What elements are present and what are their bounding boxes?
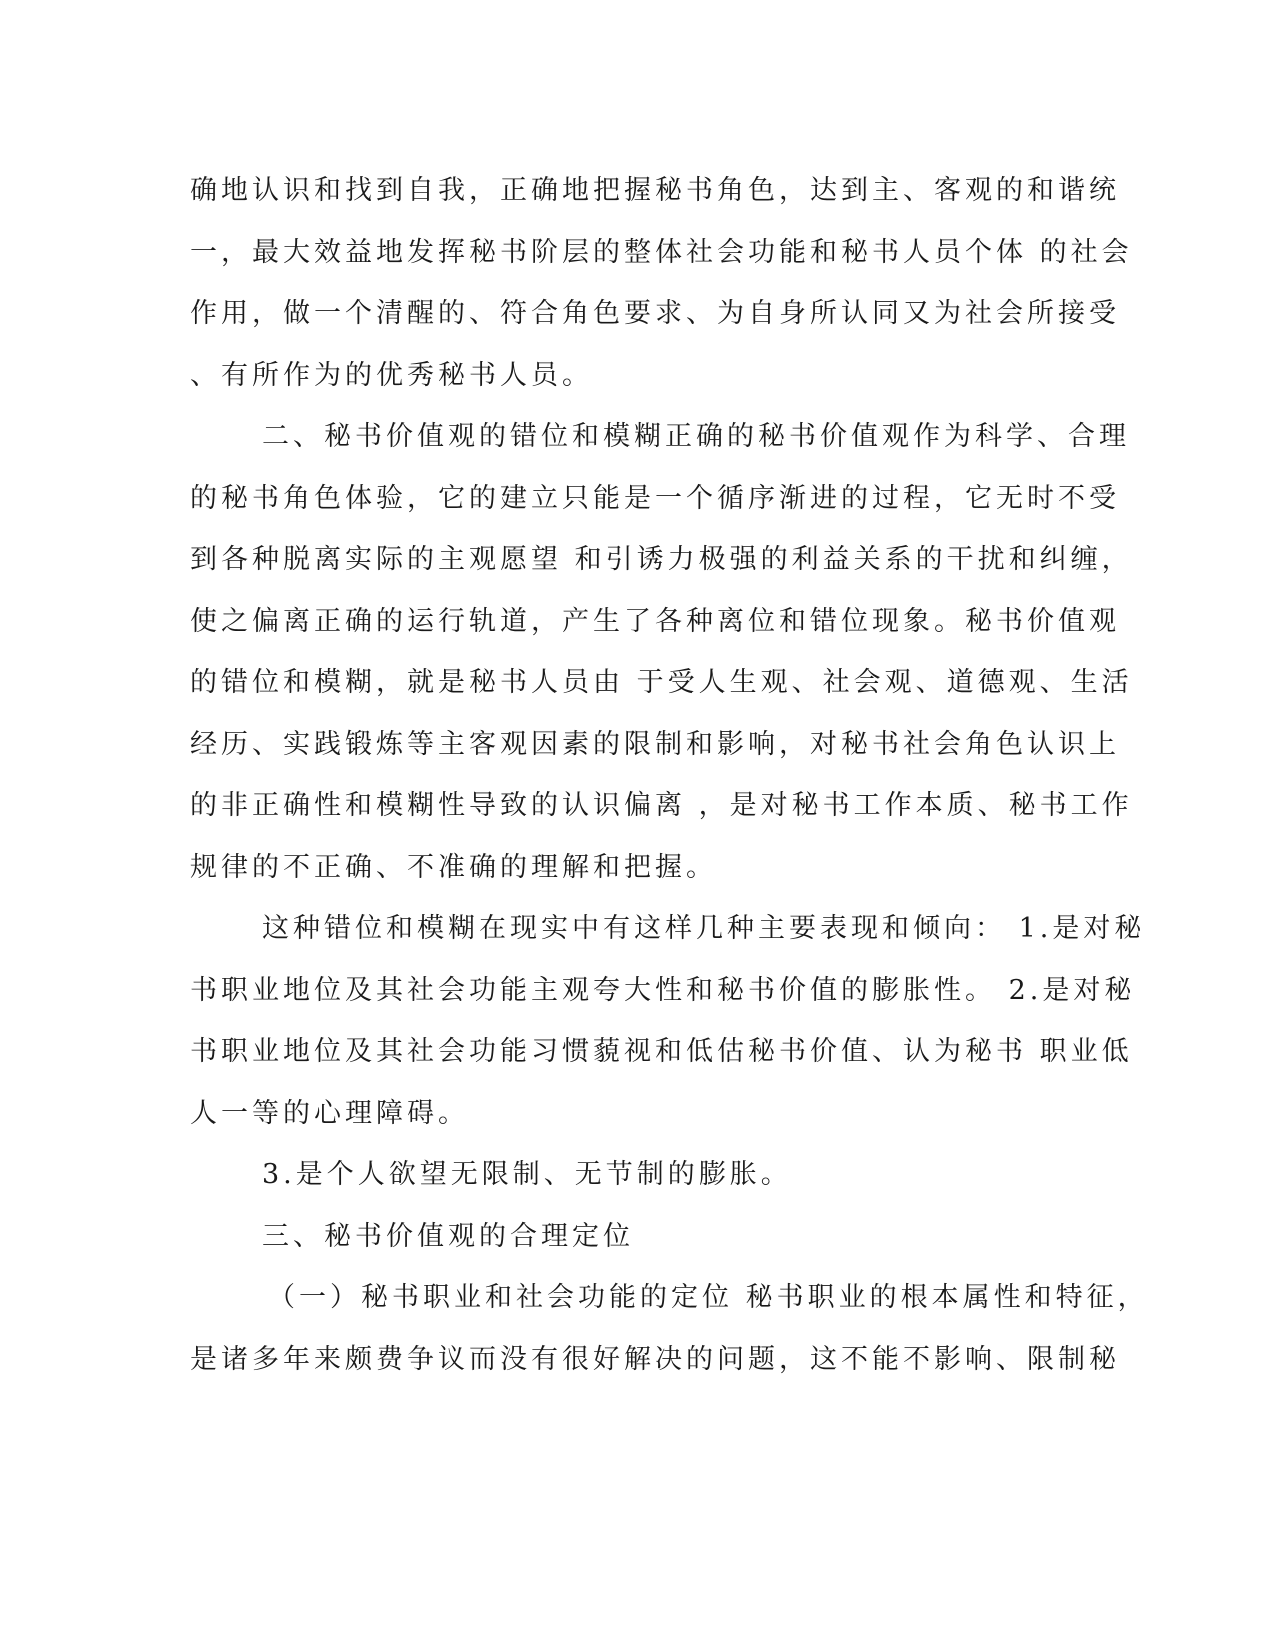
text-line: 使之偏离正确的运行轨道，产生了各种离位和错位现象。秘书价值观 (190, 605, 1120, 637)
text-line: 是诸多年来颇费争议而没有很好解决的问题，这不能不影响、限制秘 (190, 1343, 1120, 1375)
text-line: 书职业地位及其社会功能主观夸大性和秘书价值的膨胀性。 2.是对秘 (190, 974, 1136, 1006)
text-line: 一，最大效益地发挥秘书阶层的整体社会功能和秘书人员个体 的社会 (190, 236, 1133, 268)
text-line: 人一等的心理障碍。 (190, 1097, 469, 1129)
text-line: 、有所作为的优秀秘书人员。 (190, 359, 593, 391)
paragraph-start-line: 这种错位和模糊在现实中有这样几种主要表现和倾向： 1.是对秘 (262, 913, 1146, 944)
document-body (190, 160, 1149, 1390)
text-line: 确地认识和找到自我，正确地把握秘书角色，达到主、客观的和谐统 (190, 175, 1120, 206)
text-line: 到各种脱离实际的主观愿望 和引诱力极强的利益关系的干扰和纠缠， (190, 544, 1133, 575)
text-line: 规律的不正确、不准确的理解和把握。 (190, 851, 717, 883)
section-heading-line: 二、秘书价值观的错位和模糊正确的秘书价值观作为科学、合理 (262, 421, 1130, 452)
text-line: 作用，做一个清醒的、符合角色要求、为自身所认同又为社会所接受 (190, 298, 1120, 329)
subsection-heading-line: （一）秘书职业和社会功能的定位 秘书职业的根本属性和特征， (268, 1282, 1149, 1313)
text-line: 的非正确性和模糊性导致的认识偏离 ，是对秘书工作本质、秘书工作 (190, 790, 1133, 821)
text-line: 经历、实践锻炼等主客观因素的限制和影响，对秘书社会角色认识上 (190, 728, 1120, 760)
text-line: 的错位和模糊，就是秘书人员由 于受人生观、社会观、道德观、生活 (190, 667, 1133, 698)
text-line: 的秘书角色体验，它的建立只能是一个循序渐进的过程，它无时不受 (190, 482, 1120, 514)
list-item-line: 3.是个人欲望无限制、无节制的膨胀。 (262, 1159, 792, 1190)
text-line: 书职业地位及其社会功能习惯藐视和低估秘书价值、认为秘书 职业低 (190, 1036, 1133, 1067)
section-heading: 三、秘书价值观的合理定位 (262, 1220, 634, 1252)
